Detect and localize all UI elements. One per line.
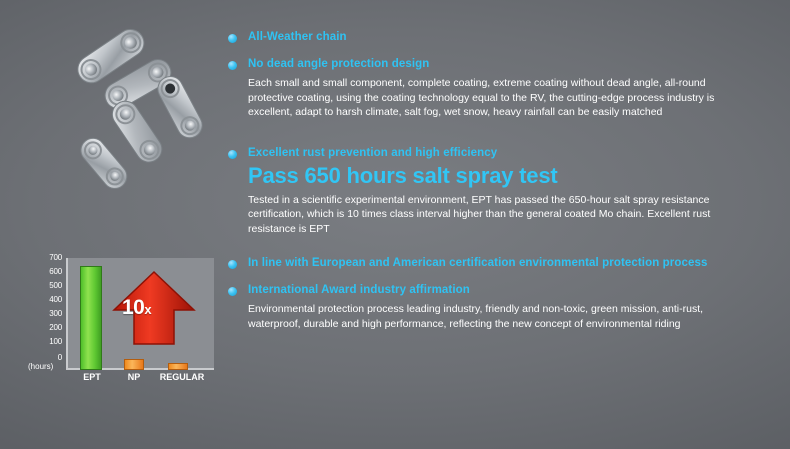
- salt-spray-bar-chart: [28, 253, 215, 393]
- bullet-dot-icon: [228, 61, 237, 70]
- x-label-np: NP: [127, 372, 141, 382]
- headline-salt-spray: Pass 650 hours salt spray test: [248, 162, 558, 188]
- bullet-item-no-dead-angle: [228, 57, 768, 72]
- bullet-dot-icon: [228, 34, 237, 43]
- multiplier-annotation: 10x: [122, 296, 152, 319]
- chart-x-axis: [68, 372, 216, 386]
- bullet-label-rust-prevention: Excellent rust prevention and high efficiency: [248, 146, 498, 159]
- y-tick-600: 600: [49, 267, 62, 276]
- bullet-dot-icon: [228, 150, 237, 159]
- bullet-item-european-american: [228, 256, 768, 271]
- bullet-dot-icon: [228, 287, 237, 296]
- feature-list: [228, 30, 768, 331]
- x-label-regular: REGULAR: [159, 372, 205, 382]
- y-tick-100: 100: [49, 337, 62, 346]
- bar-regular: [168, 363, 188, 370]
- y-tick-700: 700: [49, 253, 62, 262]
- y-tick-200: 200: [49, 323, 62, 332]
- bar-np: [124, 359, 144, 370]
- paragraph-coating: Each small and small component, complete coating, extreme coating without dead angle, all-round protective coating, using the coating technology equal to the RV, the cutting-edge process industry is excellent, adapt to harsh climate, salt fog, wet snow, heavy rainfall can be easily matched: [248, 77, 715, 118]
- y-tick-300: 300: [49, 309, 62, 318]
- bullet-label-all-weather: All-Weather chain: [248, 31, 347, 43]
- bullet-label-award: International Award industry affirmation: [248, 284, 470, 296]
- chart-y-axis: [30, 254, 64, 370]
- bar-ept: [80, 266, 102, 370]
- y-tick-400: 400: [49, 295, 62, 304]
- chart-y-axis-label: (hours): [28, 362, 54, 371]
- bullet-item-rust-prevention: [228, 146, 768, 161]
- y-tick-500: 500: [49, 281, 62, 290]
- paragraph-salt-spray: Tested in a scientific experimental environment, EPT has passed the 650-hour salt spray resistance certification, which is 10 times class interval higher than the general coated Mo chain. Excellent rust resistance is EPT: [248, 193, 711, 235]
- x-label-ept: EPT: [83, 372, 101, 382]
- bullet-label-european-american: In line with European and American certification environmental protection process: [248, 257, 708, 269]
- bullet-item-award: [228, 283, 768, 298]
- bullet-dot-icon: [228, 260, 237, 269]
- bullet-label-no-dead-angle: No dead angle protection design: [248, 58, 430, 70]
- paragraph-environment: Environmental protection process leading industry, friendly and non-toxic, green mission, anti-rust, waterproof, durable and high performance, reflecting the new concept of environmental riding: [248, 303, 704, 330]
- bicycle-chain-illustration: [52, 18, 222, 193]
- y-tick-0: 0: [57, 353, 62, 362]
- bullet-item-all-weather: [228, 30, 768, 45]
